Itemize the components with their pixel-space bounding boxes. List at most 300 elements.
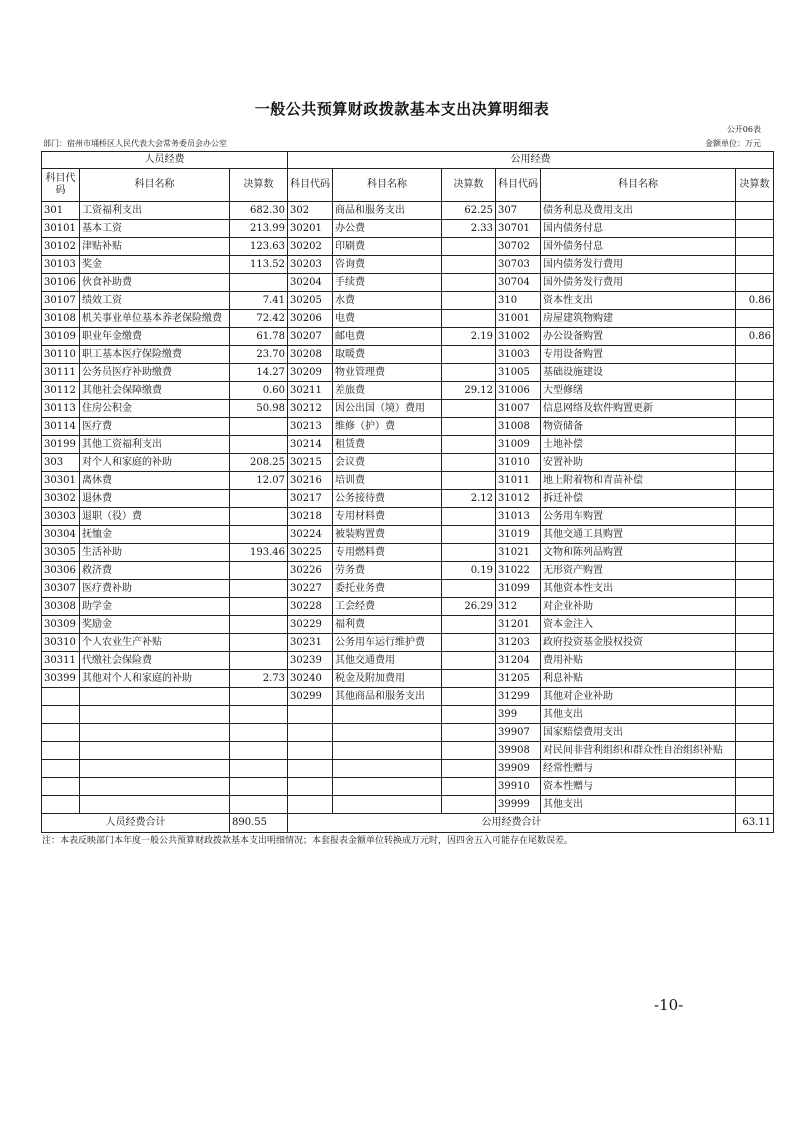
public-amount-cell <box>736 256 774 274</box>
personnel-name-cell: 津贴补贴 <box>80 238 230 256</box>
public-code-cell: 30203 <box>288 256 333 274</box>
personnel-amount-cell <box>230 580 288 598</box>
public-amount-cell <box>736 796 774 814</box>
table-row <box>42 274 774 292</box>
table-row <box>42 742 774 760</box>
personnel-amount-cell <box>230 274 288 292</box>
public-name-cell: 基础设施建设 <box>541 364 736 382</box>
table-row <box>42 652 774 670</box>
column-header-row <box>42 169 774 202</box>
public-amount-cell: 2.19 <box>442 328 496 346</box>
public-code-cell: 30226 <box>288 562 333 580</box>
public-amount-cell <box>736 616 774 634</box>
personnel-amount-cell: 123.63 <box>230 238 288 256</box>
public-amount-cell <box>736 544 774 562</box>
personnel-name-cell <box>80 706 230 724</box>
personnel-amount-cell: 14.27 <box>230 364 288 382</box>
public-amount-cell <box>442 292 496 310</box>
public-code-cell: 30224 <box>288 526 333 544</box>
public-name-cell: 其他支出 <box>541 796 736 814</box>
public-name-cell: 国内债务付息 <box>541 220 736 238</box>
header-code: 科目代码 <box>288 169 333 202</box>
public-code-cell: 31009 <box>496 436 541 454</box>
public-name-cell: 大型修缮 <box>541 382 736 400</box>
personnel-name-cell: 医疗费 <box>80 418 230 436</box>
personnel-code-cell: 30310 <box>42 634 80 652</box>
public-amount-cell <box>442 760 496 778</box>
public-name-cell: 办公费 <box>333 220 442 238</box>
personnel-amount-cell <box>230 526 288 544</box>
personnel-name-cell: 其他社会保障缴费 <box>80 382 230 400</box>
personnel-name-cell: 机关事业单位基本养老保险缴费 <box>80 310 230 328</box>
public-name-cell: 其他对企业补助 <box>541 688 736 706</box>
department-name: 部门：宿州市埇桥区人民代表大会常务委员会办公室 <box>43 139 227 148</box>
public-code-cell: 31204 <box>496 652 541 670</box>
public-name-cell <box>333 724 442 742</box>
table-code: 公开06表 <box>726 125 761 134</box>
public-name-cell: 地上附着物和青苗补偿 <box>541 472 736 490</box>
table-row <box>42 256 774 274</box>
personnel-amount-cell: 0.60 <box>230 382 288 400</box>
personnel-code-cell: 30101 <box>42 220 80 238</box>
personnel-code-cell: 30304 <box>42 526 80 544</box>
personnel-code-cell: 30307 <box>42 580 80 598</box>
header-amount: 决算数 <box>230 169 288 202</box>
public-code-cell: 31011 <box>496 472 541 490</box>
public-amount-cell <box>736 598 774 616</box>
personnel-code-cell: 30112 <box>42 382 80 400</box>
table-row <box>42 688 774 706</box>
personnel-name-cell: 伙食补助费 <box>80 274 230 292</box>
table-row <box>42 544 774 562</box>
public-name-cell: 国内债务发行费用 <box>541 256 736 274</box>
personnel-amount-cell <box>230 778 288 796</box>
public-amount-cell: 2.12 <box>442 490 496 508</box>
personnel-code-cell: 30199 <box>42 436 80 454</box>
expenditure-table <box>41 151 774 833</box>
public-amount-cell <box>442 310 496 328</box>
public-code-cell: 30215 <box>288 454 333 472</box>
table-row <box>42 202 774 220</box>
public-amount-cell <box>442 724 496 742</box>
personnel-name-cell: 助学金 <box>80 598 230 616</box>
public-name-cell: 培训费 <box>333 472 442 490</box>
public-code-cell: 30239 <box>288 652 333 670</box>
public-amount-cell <box>736 724 774 742</box>
public-amount-cell: 26.29 <box>442 598 496 616</box>
table-row <box>42 508 774 526</box>
group-public: 公用经费 <box>288 152 774 169</box>
personnel-amount-cell <box>230 796 288 814</box>
table-row <box>42 472 774 490</box>
report-sheet <box>41 95 771 849</box>
table-row <box>42 724 774 742</box>
public-amount-cell <box>442 634 496 652</box>
public-code-cell: 30227 <box>288 580 333 598</box>
personnel-amount-cell: 213.99 <box>230 220 288 238</box>
public-code-cell: 30231 <box>288 634 333 652</box>
public-code-cell: 31012 <box>496 490 541 508</box>
personnel-code-cell: 30102 <box>42 238 80 256</box>
personnel-amount-cell <box>230 436 288 454</box>
public-name-cell: 其他支出 <box>541 706 736 724</box>
public-amount-cell <box>736 382 774 400</box>
personnel-code-cell: 30399 <box>42 670 80 688</box>
public-amount-cell <box>442 346 496 364</box>
personnel-code-cell: 30108 <box>42 310 80 328</box>
amount-unit: 金额单位：万元 <box>705 139 761 148</box>
table-row <box>42 238 774 256</box>
personnel-name-cell <box>80 778 230 796</box>
public-code-cell: 30213 <box>288 418 333 436</box>
personnel-name-cell: 医疗费补助 <box>80 580 230 598</box>
footnote: 注：本表反映部门本年度一般公共预算财政拨款基本支出明细情况；本套报表金额单位转换成万元时，因四舍五入可能存在尾数误差。 <box>42 836 574 846</box>
public-code-cell: 31021 <box>496 544 541 562</box>
public-total-value: 63.11 <box>736 814 774 833</box>
table-row <box>42 778 774 796</box>
public-code-cell: 30217 <box>288 490 333 508</box>
public-amount-cell <box>442 580 496 598</box>
table-row <box>42 418 774 436</box>
personnel-amount-cell <box>230 760 288 778</box>
public-name-cell: 专用设备购置 <box>541 346 736 364</box>
personnel-code-cell: 30103 <box>42 256 80 274</box>
public-code-cell <box>288 778 333 796</box>
table-row <box>42 490 774 508</box>
public-code-cell: 307 <box>496 202 541 220</box>
public-amount-cell <box>442 418 496 436</box>
public-code-cell: 30216 <box>288 472 333 490</box>
public-amount-cell <box>442 616 496 634</box>
public-amount-cell <box>736 202 774 220</box>
public-name-cell: 资本金注入 <box>541 616 736 634</box>
public-code-cell: 31010 <box>496 454 541 472</box>
personnel-code-cell: 30114 <box>42 418 80 436</box>
public-code-cell: 31022 <box>496 562 541 580</box>
public-amount-cell <box>736 706 774 724</box>
public-name-cell <box>333 796 442 814</box>
public-name-cell: 物业管理费 <box>333 364 442 382</box>
personnel-name-cell: 离休费 <box>80 472 230 490</box>
public-code-cell: 312 <box>496 598 541 616</box>
public-amount-cell <box>442 400 496 418</box>
public-name-cell: 专用材料费 <box>333 508 442 526</box>
public-name-cell: 政府投资基金股权投资 <box>541 634 736 652</box>
table-row <box>42 346 774 364</box>
public-name-cell: 房屋建筑物购建 <box>541 310 736 328</box>
personnel-amount-cell: 113.52 <box>230 256 288 274</box>
public-amount-cell <box>736 742 774 760</box>
public-code-cell: 30299 <box>288 688 333 706</box>
table-row <box>42 310 774 328</box>
public-code-cell: 31201 <box>496 616 541 634</box>
table-row <box>42 454 774 472</box>
public-code-cell: 39910 <box>496 778 541 796</box>
personnel-amount-cell: 50.98 <box>230 400 288 418</box>
table-row <box>42 562 774 580</box>
public-amount-cell <box>442 238 496 256</box>
public-name-cell <box>333 760 442 778</box>
personnel-amount-cell <box>230 562 288 580</box>
group-header-row <box>42 152 774 169</box>
table-row <box>42 526 774 544</box>
public-amount-cell <box>736 562 774 580</box>
public-name-cell: 会议费 <box>333 454 442 472</box>
public-code-cell: 399 <box>496 706 541 724</box>
table-row <box>42 616 774 634</box>
header-name: 科目名称 <box>333 169 442 202</box>
personnel-name-cell: 代缴社会保险费 <box>80 652 230 670</box>
group-personnel: 人员经费 <box>42 152 288 169</box>
public-code-cell <box>288 742 333 760</box>
public-code-cell: 30212 <box>288 400 333 418</box>
personnel-total-value: 890.55 <box>230 814 288 833</box>
public-code-cell: 30214 <box>288 436 333 454</box>
personnel-name-cell: 奖金 <box>80 256 230 274</box>
public-amount-cell <box>442 796 496 814</box>
public-code-cell: 31008 <box>496 418 541 436</box>
personnel-name-cell: 个人农业生产补贴 <box>80 634 230 652</box>
public-code-cell: 31007 <box>496 400 541 418</box>
public-code-cell: 30703 <box>496 256 541 274</box>
personnel-total-label: 人员经费合计 <box>42 814 230 833</box>
public-code-cell: 31019 <box>496 526 541 544</box>
table-row <box>42 634 774 652</box>
public-amount-cell <box>442 526 496 544</box>
public-code-cell: 30202 <box>288 238 333 256</box>
table-row <box>42 580 774 598</box>
personnel-amount-cell: 7.41 <box>230 292 288 310</box>
personnel-name-cell: 工资福利支出 <box>80 202 230 220</box>
public-code-cell: 30208 <box>288 346 333 364</box>
personnel-amount-cell: 61.78 <box>230 328 288 346</box>
public-amount-cell <box>442 670 496 688</box>
public-amount-cell <box>736 652 774 670</box>
public-code-cell: 30702 <box>496 238 541 256</box>
public-amount-cell <box>736 310 774 328</box>
table-row <box>42 436 774 454</box>
public-name-cell: 文物和陈列品购置 <box>541 544 736 562</box>
public-amount-cell <box>442 706 496 724</box>
public-amount-cell <box>736 418 774 436</box>
table-data-body <box>42 202 774 814</box>
public-code-cell: 30205 <box>288 292 333 310</box>
public-amount-cell <box>736 220 774 238</box>
public-code-cell: 30704 <box>496 274 541 292</box>
personnel-code-cell: 30302 <box>42 490 80 508</box>
public-amount-cell <box>736 364 774 382</box>
public-name-cell: 国家赔偿费用支出 <box>541 724 736 742</box>
public-name-cell: 其他资本性支出 <box>541 580 736 598</box>
personnel-amount-cell <box>230 706 288 724</box>
personnel-name-cell: 抚恤金 <box>80 526 230 544</box>
personnel-amount-cell: 72.42 <box>230 310 288 328</box>
personnel-code-cell <box>42 778 80 796</box>
personnel-amount-cell: 682.30 <box>230 202 288 220</box>
public-code-cell: 30229 <box>288 616 333 634</box>
public-amount-cell <box>736 670 774 688</box>
public-name-cell: 咨询费 <box>333 256 442 274</box>
public-code-cell <box>288 724 333 742</box>
public-amount-cell <box>736 580 774 598</box>
public-amount-cell <box>442 256 496 274</box>
personnel-amount-cell: 208.25 <box>230 454 288 472</box>
personnel-amount-cell <box>230 490 288 508</box>
public-code-cell: 30211 <box>288 382 333 400</box>
personnel-name-cell: 退职（役）费 <box>80 508 230 526</box>
public-amount-cell: 0.86 <box>736 328 774 346</box>
public-amount-cell <box>442 544 496 562</box>
personnel-amount-cell: 23.70 <box>230 346 288 364</box>
public-name-cell: 办公设备购置 <box>541 328 736 346</box>
personnel-amount-cell <box>230 652 288 670</box>
public-amount-cell <box>442 274 496 292</box>
personnel-code-cell: 30109 <box>42 328 80 346</box>
header-name: 科目名称 <box>541 169 736 202</box>
public-name-cell: 国外债务付息 <box>541 238 736 256</box>
table-row <box>42 220 774 238</box>
public-name-cell: 维修（护）费 <box>333 418 442 436</box>
personnel-code-cell: 30308 <box>42 598 80 616</box>
public-name-cell: 国外债务发行费用 <box>541 274 736 292</box>
table-row <box>42 364 774 382</box>
header-name: 科目名称 <box>80 169 230 202</box>
public-amount-cell <box>736 238 774 256</box>
personnel-name-cell: 奖励金 <box>80 616 230 634</box>
public-name-cell: 对企业补助 <box>541 598 736 616</box>
personnel-code-cell: 30113 <box>42 400 80 418</box>
public-code-cell <box>288 760 333 778</box>
personnel-code-cell: 303 <box>42 454 80 472</box>
personnel-code-cell: 30106 <box>42 274 80 292</box>
public-code-cell: 30240 <box>288 670 333 688</box>
personnel-name-cell <box>80 724 230 742</box>
public-code-cell: 31299 <box>496 688 541 706</box>
header-amount: 决算数 <box>736 169 774 202</box>
personnel-name-cell: 生活补助 <box>80 544 230 562</box>
public-amount-cell <box>736 346 774 364</box>
public-name-cell: 手续费 <box>333 274 442 292</box>
public-name-cell: 邮电费 <box>333 328 442 346</box>
table-row <box>42 670 774 688</box>
personnel-name-cell: 对个人和家庭的补助 <box>80 454 230 472</box>
table-row <box>42 760 774 778</box>
personnel-amount-cell <box>230 598 288 616</box>
personnel-code-cell <box>42 706 80 724</box>
header-amount: 决算数 <box>442 169 496 202</box>
public-total-label: 公用经费合计 <box>288 814 736 833</box>
public-amount-cell <box>736 472 774 490</box>
public-name-cell: 公务用车购置 <box>541 508 736 526</box>
public-name-cell: 资本性支出 <box>541 292 736 310</box>
personnel-amount-cell <box>230 742 288 760</box>
personnel-name-cell: 其他工资福利支出 <box>80 436 230 454</box>
public-amount-cell: 0.86 <box>736 292 774 310</box>
personnel-name-cell: 公务员医疗补助缴费 <box>80 364 230 382</box>
personnel-code-cell <box>42 724 80 742</box>
public-name-cell: 其他交通费用 <box>333 652 442 670</box>
personnel-code-cell: 30301 <box>42 472 80 490</box>
public-name-cell: 公务用车运行维护费 <box>333 634 442 652</box>
public-name-cell: 专用燃料费 <box>333 544 442 562</box>
public-amount-cell <box>442 436 496 454</box>
table-row <box>42 328 774 346</box>
public-amount-cell: 2.33 <box>442 220 496 238</box>
public-amount-cell: 0.19 <box>442 562 496 580</box>
public-code-cell: 31006 <box>496 382 541 400</box>
table-row <box>42 382 774 400</box>
public-amount-cell <box>736 490 774 508</box>
public-name-cell: 信息网络及软件购置更新 <box>541 400 736 418</box>
public-amount-cell <box>736 688 774 706</box>
personnel-amount-cell: 193.46 <box>230 544 288 562</box>
public-amount-cell <box>442 508 496 526</box>
public-name-cell: 租赁费 <box>333 436 442 454</box>
header-code: 科目代码 <box>42 169 80 202</box>
public-code-cell: 31205 <box>496 670 541 688</box>
personnel-code-cell: 30110 <box>42 346 80 364</box>
public-amount-cell <box>442 742 496 760</box>
public-name-cell: 拆迁补偿 <box>541 490 736 508</box>
public-amount-cell <box>736 526 774 544</box>
public-name-cell: 因公出国（境）费用 <box>333 400 442 418</box>
public-name-cell: 土地补偿 <box>541 436 736 454</box>
public-name-cell: 经常性赠与 <box>541 760 736 778</box>
department-line <box>41 137 763 151</box>
public-name-cell: 水费 <box>333 292 442 310</box>
public-code-cell <box>288 706 333 724</box>
public-name-cell: 印刷费 <box>333 238 442 256</box>
public-code-cell: 30218 <box>288 508 333 526</box>
personnel-amount-cell: 2.73 <box>230 670 288 688</box>
header-code: 科目代码 <box>496 169 541 202</box>
personnel-name-cell <box>80 742 230 760</box>
public-name-cell: 差旅费 <box>333 382 442 400</box>
public-name-cell: 税金及附加费用 <box>333 670 442 688</box>
personnel-name-cell: 绩效工资 <box>80 292 230 310</box>
public-name-cell: 利息补贴 <box>541 670 736 688</box>
public-code-cell: 30701 <box>496 220 541 238</box>
public-name-cell: 其他交通工具购置 <box>541 526 736 544</box>
personnel-code-cell <box>42 796 80 814</box>
public-amount-cell <box>736 760 774 778</box>
public-code-cell: 31005 <box>496 364 541 382</box>
public-code-cell: 39907 <box>496 724 541 742</box>
public-code-cell: 30201 <box>288 220 333 238</box>
personnel-code-cell: 30306 <box>42 562 80 580</box>
personnel-code-cell <box>42 688 80 706</box>
public-name-cell <box>333 742 442 760</box>
public-name-cell <box>333 706 442 724</box>
personnel-code-cell <box>42 742 80 760</box>
public-name-cell: 公务接待费 <box>333 490 442 508</box>
table-row <box>42 598 774 616</box>
report-title: 一般公共预算财政拨款基本支出决算明细表 <box>254 100 550 118</box>
personnel-amount-cell <box>230 418 288 436</box>
personnel-name-cell: 基本工资 <box>80 220 230 238</box>
public-name-cell: 无形资产购置 <box>541 562 736 580</box>
public-name-cell: 电费 <box>333 310 442 328</box>
public-name-cell: 对民间非营利组织和群众性自治组织补贴 <box>541 742 736 760</box>
personnel-amount-cell <box>230 688 288 706</box>
public-code-cell: 310 <box>496 292 541 310</box>
public-name-cell: 资本性赠与 <box>541 778 736 796</box>
public-code-cell: 30206 <box>288 310 333 328</box>
public-code-cell: 31002 <box>496 328 541 346</box>
personnel-code-cell: 30305 <box>42 544 80 562</box>
personnel-code-cell: 30107 <box>42 292 80 310</box>
public-name-cell: 费用补贴 <box>541 652 736 670</box>
